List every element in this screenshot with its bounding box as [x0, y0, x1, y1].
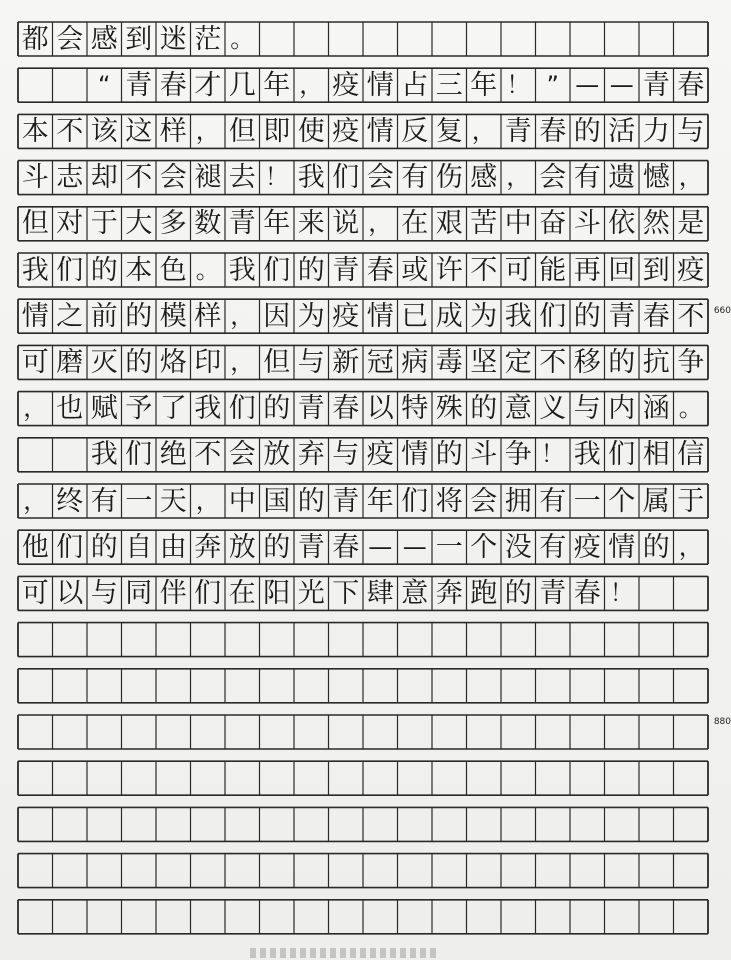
grid-char: 青: [125, 69, 153, 101]
grid-char: 春: [677, 69, 705, 101]
grid-char: ！: [609, 578, 634, 607]
grid-char: 殊: [435, 393, 463, 425]
grid-char: 占: [401, 69, 429, 101]
grid-char: 们: [539, 300, 567, 332]
grid-char: 奔: [435, 577, 463, 609]
grid-char: 可: [21, 577, 49, 609]
grid-char: 青: [504, 115, 532, 147]
grid-char: 的: [642, 531, 670, 563]
grid-char: 反: [401, 115, 429, 147]
grid-char: 与: [677, 115, 705, 147]
grid-char: 的: [297, 254, 325, 286]
grid-char: 们: [194, 577, 222, 609]
grid-char: 坚: [470, 346, 498, 378]
grid-char: 疫: [332, 300, 360, 332]
word-count-660: 660: [713, 306, 731, 316]
grid-char: 情: [608, 531, 636, 563]
grid-char: 然: [642, 208, 670, 240]
grid-char: 多: [159, 208, 187, 240]
grid-char: 意: [401, 577, 429, 609]
grid-char: 成: [435, 300, 463, 332]
grid-char: 活: [608, 115, 636, 147]
grid-char: ！: [506, 70, 531, 99]
grid-char: 因: [263, 300, 291, 332]
grid-char: 年: [470, 69, 498, 101]
grid-char: 迷: [159, 23, 187, 55]
grid-char: 新: [332, 346, 360, 378]
grid-char: 同: [125, 577, 153, 609]
grid-char: 大: [125, 208, 153, 240]
grid-char: 有: [90, 485, 118, 517]
grid-char: ！: [540, 440, 565, 469]
grid-char: 能: [539, 254, 567, 286]
grid-char: 。: [230, 24, 255, 53]
grid-char: 样: [159, 115, 187, 147]
grid-char: 疫: [332, 115, 360, 147]
grid-char: 疫: [677, 254, 705, 286]
grid-char: 们: [332, 162, 360, 194]
grid-char: —: [402, 532, 427, 561]
grid-char: 中: [504, 208, 532, 240]
grid-char: 拥: [504, 485, 532, 517]
grid-char: 我: [504, 300, 532, 332]
grid-char: 春: [159, 69, 187, 101]
grid-char: 有: [401, 162, 429, 194]
grid-char: ！: [264, 163, 289, 192]
grid-char: 会: [470, 485, 498, 517]
grid-char: 灭: [90, 346, 118, 378]
grid-char: 特: [401, 393, 429, 425]
grid-char: 疫: [366, 439, 394, 471]
grid-char: 疫: [332, 69, 360, 101]
grid-char: 不: [470, 254, 498, 286]
grid-char: 才: [194, 69, 222, 101]
grid-char: 奔: [194, 531, 222, 563]
grid-char: 与: [332, 439, 360, 471]
grid-char: 肆: [366, 577, 394, 609]
grid-char: 终: [56, 485, 84, 517]
grid-char: 的: [573, 300, 601, 332]
grid-char: 与: [573, 393, 601, 425]
grid-char: 到: [125, 23, 153, 55]
grid-char: 模: [159, 300, 187, 332]
grid-char: 青: [297, 393, 325, 425]
grid-char: 毒: [435, 346, 463, 378]
grid-char: 春: [366, 254, 394, 286]
grid-char: 相: [642, 439, 670, 471]
grid-char: 自: [125, 531, 153, 563]
grid-char: 为: [297, 300, 325, 332]
word-count-880: 880: [713, 717, 731, 727]
grid-char: 都: [21, 23, 49, 55]
grid-char: —: [575, 70, 600, 99]
grid-char: 会: [56, 23, 84, 55]
grid-char: 来: [297, 208, 325, 240]
grid-char: 的: [608, 346, 636, 378]
grid-char: “: [98, 70, 111, 99]
grid-char: 依: [608, 208, 636, 240]
grid-char: 属: [642, 485, 670, 517]
grid-char: 光: [297, 577, 325, 609]
grid-char: ，: [230, 301, 255, 330]
grid-char: 的: [297, 485, 325, 517]
grid-char: 青: [332, 254, 360, 286]
grid-char: 跑: [470, 577, 498, 609]
grid-char: 与: [90, 577, 118, 609]
grid-char: 为: [470, 300, 498, 332]
grid-char: 情: [21, 300, 49, 332]
grid-char: ，: [195, 486, 220, 515]
grid-char: 由: [159, 531, 187, 563]
grid-char: 青: [228, 208, 256, 240]
grid-char: 我: [90, 439, 118, 471]
grid-char: 们: [263, 254, 291, 286]
grid-char: 磨: [56, 346, 84, 378]
grid-char: ，: [23, 394, 48, 423]
grid-char: 数: [194, 208, 222, 240]
grid-char: 抗: [642, 346, 670, 378]
grid-char: 的: [90, 531, 118, 563]
grid-char: 春: [332, 531, 360, 563]
grid-char: ”: [546, 70, 559, 99]
grid-char: 予: [125, 393, 153, 425]
grid-char: 的: [263, 531, 291, 563]
grid-char: 伤: [435, 162, 463, 194]
grid-char: 但: [228, 115, 256, 147]
grid-char: 许: [435, 254, 463, 286]
bottom-edge-scan-marks: [250, 948, 440, 958]
grid-char: 我: [573, 439, 601, 471]
grid-char: 色: [159, 254, 187, 286]
grid-char: ，: [678, 532, 703, 561]
grid-char: 复: [435, 115, 463, 147]
grid-char: 中: [228, 485, 256, 517]
grid-char: 我: [228, 254, 256, 286]
grid-char: 说: [332, 208, 360, 240]
grid-char: 志: [56, 162, 84, 194]
grid-char: 年: [263, 208, 291, 240]
grid-char: 情: [401, 439, 429, 471]
grid-char: 可: [504, 254, 532, 286]
grid-char: 。: [195, 255, 220, 284]
grid-char: 年: [366, 485, 394, 517]
grid-char: 于: [90, 208, 118, 240]
grid-char: 到: [642, 254, 670, 286]
grid-char: 青: [608, 300, 636, 332]
grid-char: 个: [470, 531, 498, 563]
grid-char: ，: [471, 116, 496, 145]
grid-char: 遗: [608, 162, 636, 194]
grid-char: 憾: [642, 162, 670, 194]
grid-char: 们: [56, 254, 84, 286]
grid-char: 样: [194, 300, 222, 332]
grid-char: 内: [608, 393, 636, 425]
grid-char: 春: [642, 300, 670, 332]
grid-char: 会: [366, 162, 394, 194]
grid-char: 绝: [159, 439, 187, 471]
grid-char: 不: [194, 439, 222, 471]
grid-char: 会: [228, 439, 256, 471]
grid-char: 有: [539, 531, 567, 563]
grid-char: 青: [642, 69, 670, 101]
grid-char: 再: [573, 254, 601, 286]
grid-char: 将: [435, 485, 463, 517]
grid-char: 前: [90, 300, 118, 332]
grid-char: 青: [297, 531, 325, 563]
grid-char: 的: [573, 115, 601, 147]
grid-char: 他: [21, 531, 49, 563]
grid-char: 情: [366, 69, 394, 101]
grid-char: 也: [56, 393, 84, 425]
grid-char: 争: [677, 346, 705, 378]
grid-char: 感: [90, 23, 118, 55]
grid-char: 在: [401, 208, 429, 240]
grid-char: 争: [504, 439, 532, 471]
grid-char: 的: [125, 300, 153, 332]
grid-char: 义: [539, 393, 567, 425]
grid-char: 春: [539, 115, 567, 147]
grid-char: 青: [332, 485, 360, 517]
grid-char: 我: [21, 254, 49, 286]
grid-char: 会: [159, 162, 187, 194]
grid-char: 情: [366, 115, 394, 147]
grid-char: 没: [504, 531, 532, 563]
grid-char: 的: [435, 439, 463, 471]
grid-char: 苦: [470, 208, 498, 240]
grid-char: ，: [230, 347, 255, 376]
grid-char: 春: [573, 577, 601, 609]
grid-char: 伴: [159, 577, 187, 609]
grid-char: 有: [539, 485, 567, 517]
grid-char: 信: [677, 439, 705, 471]
grid-char: 冠: [366, 346, 394, 378]
grid-char: 于: [677, 485, 705, 517]
grid-char: 茫: [194, 23, 222, 55]
grid-char: 意: [504, 393, 532, 425]
grid-char: 可: [21, 346, 49, 378]
grid-char: 以: [56, 577, 84, 609]
grid-char: 但: [263, 346, 291, 378]
grid-char: 却: [90, 162, 118, 194]
grid-char: 烙: [159, 346, 187, 378]
grid-char: 。: [678, 394, 703, 423]
grid-char: 但: [21, 208, 49, 240]
grid-char: 该: [90, 115, 118, 147]
grid-char: 不: [539, 346, 567, 378]
grid-char: 感: [470, 162, 498, 194]
grid-char: 的: [125, 346, 153, 378]
grid-char: 使: [297, 115, 325, 147]
grid-char: 是: [677, 208, 705, 240]
grid-char: 艰: [435, 208, 463, 240]
grid-char: 的: [470, 393, 498, 425]
grid-char: 疫: [573, 531, 601, 563]
grid-char: 病: [401, 346, 429, 378]
grid-char: 赋: [90, 393, 118, 425]
grid-char: 们: [228, 393, 256, 425]
grid-char: 本: [125, 254, 153, 286]
grid-char: 定: [504, 346, 532, 378]
grid-char: 斗: [21, 162, 49, 194]
grid-char: 的: [263, 393, 291, 425]
grid-char: ，: [506, 163, 531, 192]
grid-char: 阳: [263, 577, 291, 609]
grid-char: 们: [56, 531, 84, 563]
grid-char: 一: [125, 485, 153, 517]
grid-char: 之: [56, 300, 84, 332]
grid-char: —: [368, 532, 393, 561]
grid-char: 移: [573, 346, 601, 378]
grid-char: ，: [299, 70, 324, 99]
grid-char: 青: [539, 577, 567, 609]
grid-char: 褪: [194, 162, 222, 194]
grid-char: 们: [401, 485, 429, 517]
grid-char: 一: [573, 485, 601, 517]
grid-char: 与: [297, 346, 325, 378]
grid-char: 们: [608, 439, 636, 471]
grid-char: 春: [332, 393, 360, 425]
grid-char: 以: [366, 393, 394, 425]
grid-char: 印: [194, 346, 222, 378]
grid-char: 国: [263, 485, 291, 517]
grid-char: 放: [228, 531, 256, 563]
grid-char: 一: [435, 531, 463, 563]
grid-char: 不: [677, 300, 705, 332]
grid-char: 会: [539, 162, 567, 194]
grid-char: 放: [263, 439, 291, 471]
grid-char: ，: [678, 163, 703, 192]
grid-char: 力: [642, 115, 670, 147]
grid-char: 几: [228, 69, 256, 101]
grid-char: 对: [56, 208, 84, 240]
grid-char: 这: [125, 115, 153, 147]
grid-char: 情: [366, 300, 394, 332]
grid-char: 我: [194, 393, 222, 425]
grid-char: 斗: [470, 439, 498, 471]
grid-char: 奋: [539, 208, 567, 240]
grid-char: 有: [573, 162, 601, 194]
grid-char: 个: [608, 485, 636, 517]
grid-char: 们: [125, 439, 153, 471]
grid-char: ，: [368, 209, 393, 238]
grid-char: ，: [195, 116, 220, 145]
grid-char: 在: [228, 577, 256, 609]
grid-char: 的: [504, 577, 532, 609]
grid-char: 弃: [297, 439, 325, 471]
grid-char: 我: [297, 162, 325, 194]
grid-char: 本: [21, 115, 49, 147]
grid-char: 不: [56, 115, 84, 147]
grid-char: 去: [228, 162, 256, 194]
grid-char: —: [609, 70, 634, 99]
grid-char: 即: [263, 115, 291, 147]
grid-char: 年: [263, 69, 291, 101]
grid-char: 的: [90, 254, 118, 286]
grid-char: 或: [401, 254, 429, 286]
grid-char: 斗: [573, 208, 601, 240]
grid-char: ，: [23, 486, 48, 515]
grid-char: 已: [401, 300, 429, 332]
grid-char: 下: [332, 577, 360, 609]
grid-char: 三: [435, 69, 463, 101]
grid-char: 天: [159, 485, 187, 517]
grid-char: 回: [608, 254, 636, 286]
grid-char: 不: [125, 162, 153, 194]
grid-char: 了: [159, 393, 187, 425]
grid-char: 涵: [642, 393, 670, 425]
